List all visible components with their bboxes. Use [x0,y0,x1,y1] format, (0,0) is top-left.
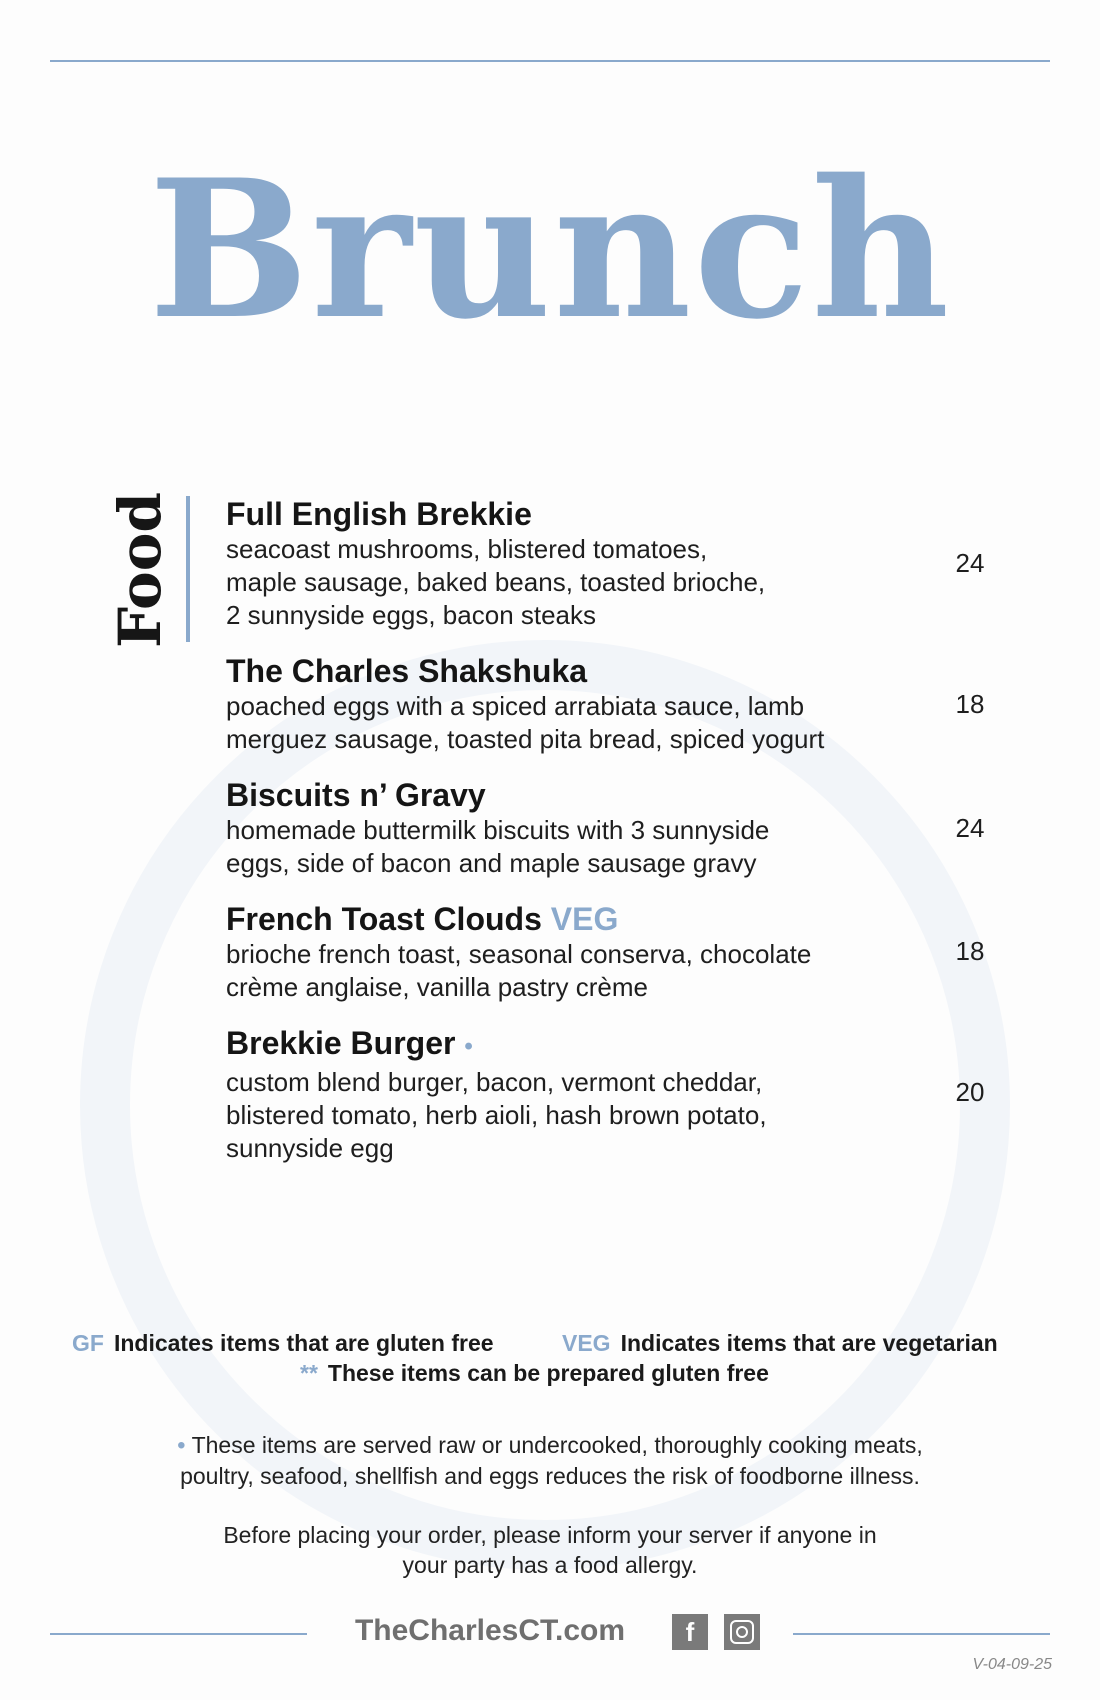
item-name-row [226,900,926,938]
allergy-notice: Before placing your order, please inform your server if anyone in your party has a food allergy. [223,1522,877,1578]
footer-rule-left [50,1633,307,1635]
instagram-icon[interactable] [724,1614,760,1650]
legend-vegetarian [562,1330,998,1357]
veg-tag: VEG [550,901,619,937]
legend-key-stars: ** [300,1360,318,1386]
item-name-row [226,1024,926,1066]
legend-key-veg: VEG [562,1330,611,1356]
item-name: French Toast Clouds [226,901,542,937]
legend-text: These items can be prepared gluten free [327,1360,769,1386]
item-description: homemade buttermilk biscuits with 3 sunnyside eggs, side of bacon and maple sausage gravy [226,815,770,878]
menu-item [226,652,926,756]
raw-indicator-dot: • [177,1432,186,1459]
page-title: Brunch [148,138,952,361]
legend-text: Indicates items that are gluten free [113,1330,494,1356]
instagram-lens [736,1626,748,1638]
item-name: Brekkie Burger [226,1025,456,1061]
legend-prepared-gluten-free [300,1360,769,1387]
section-label-food: Food [106,492,174,648]
top-rule [50,60,1050,62]
facebook-icon[interactable]: f [672,1614,708,1650]
item-description: seacoast mushrooms, blistered tomatoes, maple sausage, baked beans, toasted brioche, 2 sunnyside eggs, bacon steaks [226,534,766,630]
item-price: 24 [955,813,985,843]
item-description: poached eggs with a spiced arrabiata sauce, lamb merguez sausage, toasted pita bread, spiced yogurt [226,691,825,754]
raw-food-notice: • These items are served raw or undercooked, thoroughly cooking meats, poultry, seafood, shellfish and eggs reduces the risk of foodborne illness. [177,1432,923,1489]
legend-gluten-free [72,1330,494,1357]
item-description: brioche french toast, seasonal conserva, chocolate crème anglaise, vanilla pastry crème [226,939,812,1002]
item-price: 18 [955,689,985,719]
item-name: Full English Brekkie [226,496,532,532]
menu-item [226,1024,926,1165]
version-code: V-04-09-25 [972,1656,1052,1673]
item-description: custom blend burger, bacon, vermont cheddar, blistered tomato, herb aioli, hash brown potato, sunnyside egg [226,1067,767,1163]
item-name: The Charles Shakshuka [226,653,588,689]
section-divider [186,496,190,642]
menu-item [226,495,926,632]
legend-key-gf: GF [72,1330,104,1356]
legend-text: Indicates items that are vegetarian [620,1330,998,1356]
item-name: Biscuits n’ Gravy [226,777,486,813]
item-price: 20 [955,1077,985,1107]
footer-rule-right [793,1633,1050,1635]
menu-item [226,900,926,1004]
menu-item [226,776,926,880]
raw-indicator-dot: • [464,1033,473,1060]
item-price: 18 [955,936,985,966]
item-price: 24 [955,548,985,578]
website-link[interactable]: TheCharlesCT.com [354,1614,626,1647]
